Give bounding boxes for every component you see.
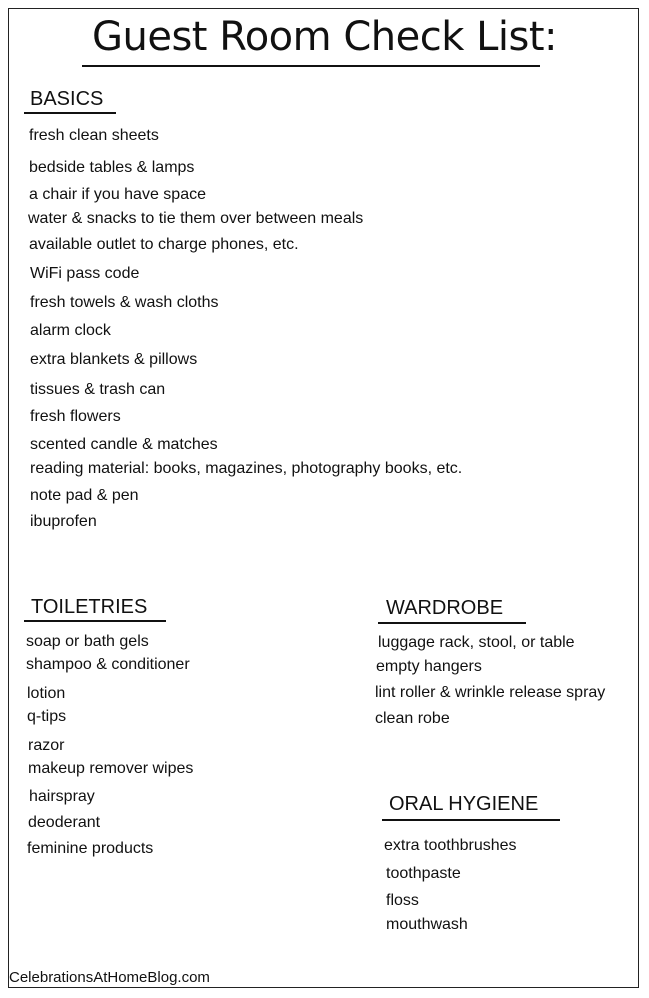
- list-item: alarm clock: [30, 322, 111, 339]
- list-item: q-tips: [27, 708, 67, 725]
- list-item: bedside tables & lamps: [29, 159, 195, 176]
- list-item: reading material: books, magazines, photography books, etc.: [30, 460, 463, 477]
- list-item: floss: [386, 892, 419, 909]
- list-item: extra blankets & pillows: [30, 351, 198, 368]
- toiletries-underline: [24, 620, 166, 622]
- list-item: water & snacks to tie them over between meals: [28, 210, 364, 227]
- list-item: empty hangers: [376, 658, 482, 675]
- list-item: makeup remover wipes: [28, 760, 194, 777]
- basics-heading: BASICS: [30, 88, 104, 110]
- list-item: soap or bath gels: [26, 633, 149, 650]
- toiletries-heading: TOILETRIES: [31, 596, 148, 618]
- list-item: scented candle & matches: [30, 436, 218, 453]
- wardrobe-underline: [378, 622, 526, 624]
- list-item: note pad & pen: [30, 487, 139, 504]
- list-item: available outlet to charge phones, etc.: [29, 236, 299, 253]
- list-item: hairspray: [29, 788, 95, 805]
- footer-credit: CelebrationsAtHomeBlog.com: [9, 969, 210, 986]
- list-item: fresh flowers: [30, 408, 121, 425]
- list-item: a chair if you have space: [29, 186, 206, 203]
- title-underline: [82, 65, 540, 67]
- list-item: razor: [28, 737, 65, 754]
- list-item: WiFi pass code: [30, 265, 140, 282]
- list-item: clean robe: [375, 710, 450, 727]
- list-item: tissues & trash can: [30, 381, 166, 398]
- page-title: Guest Room Check List:: [92, 14, 557, 60]
- list-item: fresh towels & wash cloths: [30, 294, 219, 311]
- basics-underline: [24, 112, 116, 114]
- oral-hygiene-underline: [382, 819, 560, 821]
- oral-hygiene-heading: ORAL HYGIENE: [389, 793, 539, 815]
- list-item: luggage rack, stool, or table: [378, 634, 575, 651]
- list-item: mouthwash: [386, 916, 468, 933]
- wardrobe-heading: WARDROBE: [386, 597, 504, 619]
- list-item: shampoo & conditioner: [26, 656, 190, 673]
- list-item: extra toothbrushes: [384, 837, 517, 854]
- list-item: ibuprofen: [30, 513, 97, 530]
- list-item: feminine products: [27, 840, 154, 857]
- list-item: deoderant: [28, 814, 101, 831]
- list-item: fresh clean sheets: [29, 127, 159, 144]
- list-item: lotion: [27, 685, 66, 702]
- list-item: lint roller & wrinkle release spray: [375, 684, 606, 701]
- list-item: toothpaste: [386, 865, 461, 882]
